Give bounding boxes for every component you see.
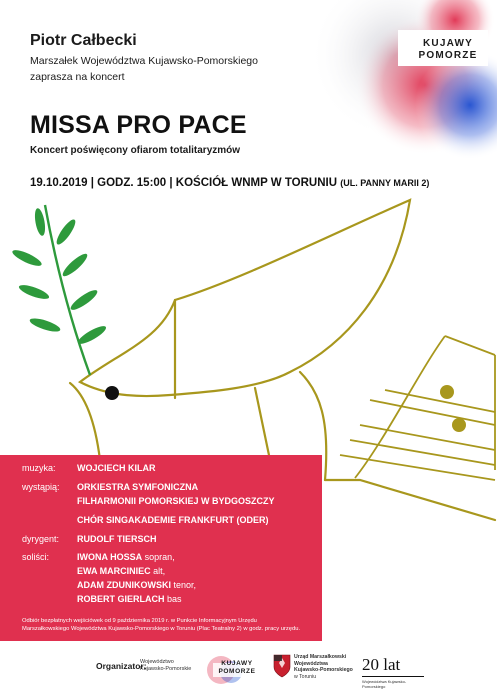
- ticket-note: [22, 617, 322, 633]
- soloist-4-voice: bas: [164, 594, 182, 604]
- conductor-label: dyrygent:: [22, 534, 60, 544]
- host-role: Marszałek Województwa Kujawsko-Pomorskiego: [30, 55, 258, 67]
- performer-2: CHÓR SINGAKADEMIE FRANKFURT (ODER): [77, 515, 269, 525]
- anniversary-caption: Województwa Kujawsko-Pomorskiego: [362, 679, 407, 689]
- harp-strings-icon: [340, 336, 495, 480]
- soloist-3: [77, 580, 196, 590]
- ticket-note-line-1: Odbiór bezpłatnych wejściówek od 9 października 2019 r. w Punkcie Informacyjnym Urzędu: [22, 618, 257, 624]
- venue-address: (UL. PANNY MARII 2): [340, 178, 430, 188]
- performer-1-line-2: FILHARMONII POMORSKIEJ W BYDGOSZCZY: [77, 496, 275, 506]
- date-venue: 19.10.2019 | GODZ. 15:00 | KOŚCIÓŁ WNMP W TORUNIU: [30, 177, 338, 189]
- logo-line-1: KUJAWY: [423, 38, 473, 49]
- anniversary-rule: [362, 676, 424, 677]
- music-label: muzyka:: [22, 463, 56, 473]
- wojewodztwo-line-1: Województwo: [140, 659, 174, 665]
- soloists-label: soliści:: [22, 552, 50, 562]
- performers-label: wystąpią:: [22, 482, 60, 492]
- details-panel: [0, 455, 322, 641]
- invite-text: zaprasza na koncert: [30, 71, 125, 83]
- soloist-4-name: ROBERT GIERLACH: [77, 594, 165, 604]
- um-line-1: Urząd Marszałkowski: [294, 654, 347, 660]
- concert-title: MISSA PRO PACE: [30, 111, 247, 139]
- kujawy-pomorze-footer-logo: [215, 660, 259, 676]
- anniversary-logo: [362, 655, 424, 689]
- um-line-2: Województwa: [294, 660, 328, 667]
- harp-pegs-icon: [440, 385, 466, 432]
- soloist-3-voice: tenor,: [171, 580, 197, 590]
- gradient-blob-icon: [310, 0, 497, 160]
- anniversary-title: 20 lat: [362, 655, 401, 674]
- soloist-2: [77, 566, 165, 576]
- concert-subtitle: Koncert poświęcony ofiarom totalitaryzmów: [30, 145, 241, 156]
- soloist-3-name: ADAM ZDUNIKOWSKI: [77, 580, 171, 590]
- um-line-4: w Toruniu: [294, 673, 317, 680]
- performer-1-line-1: ORKIESTRA SYMFONICZNA: [77, 482, 199, 492]
- logo-line-2: POMORZE: [418, 50, 478, 61]
- soloist-2-name: EWA MARCINIEC: [77, 566, 151, 576]
- um-line-3: Kujawsko-Pomorskiego: [294, 667, 353, 674]
- olive-branch-icon: [11, 205, 109, 375]
- date-venue-line: [30, 177, 429, 189]
- organizer-label: Organizator:: [96, 661, 147, 671]
- urzad-marszalkowski-logo: [294, 654, 353, 680]
- soloist-1-name: IWONA HOSSA: [77, 552, 143, 562]
- ticket-note-line-2: Marszałkowskiego Województwa Kujawsko-Pomorskiego w Toruniu (Plac Teatralny 2) w godz. pracy urzędu.: [22, 626, 301, 632]
- coat-of-arms-icon: [273, 654, 291, 678]
- conductor: RUDOLF TIERSCH: [77, 534, 157, 544]
- footer-logo-line-2: POMORZE: [218, 668, 256, 675]
- soloist-1-voice: sopran,: [142, 552, 175, 562]
- soloist-2-voice: alt,: [150, 566, 166, 576]
- composer: WOJCIECH KILAR: [77, 463, 156, 473]
- wojewodztwo-logo: [140, 659, 191, 673]
- footer-logo-line-1: KUJAWY: [221, 660, 253, 667]
- soloist-4: [77, 594, 182, 604]
- host-name: Piotr Całbecki: [30, 32, 137, 49]
- soloist-1: [77, 552, 175, 562]
- wojewodztwo-line-2: Kujawsko-Pomorskie: [140, 666, 192, 672]
- dove-eye-icon: [105, 386, 119, 400]
- kujawy-pomorze-logo: [408, 38, 488, 62]
